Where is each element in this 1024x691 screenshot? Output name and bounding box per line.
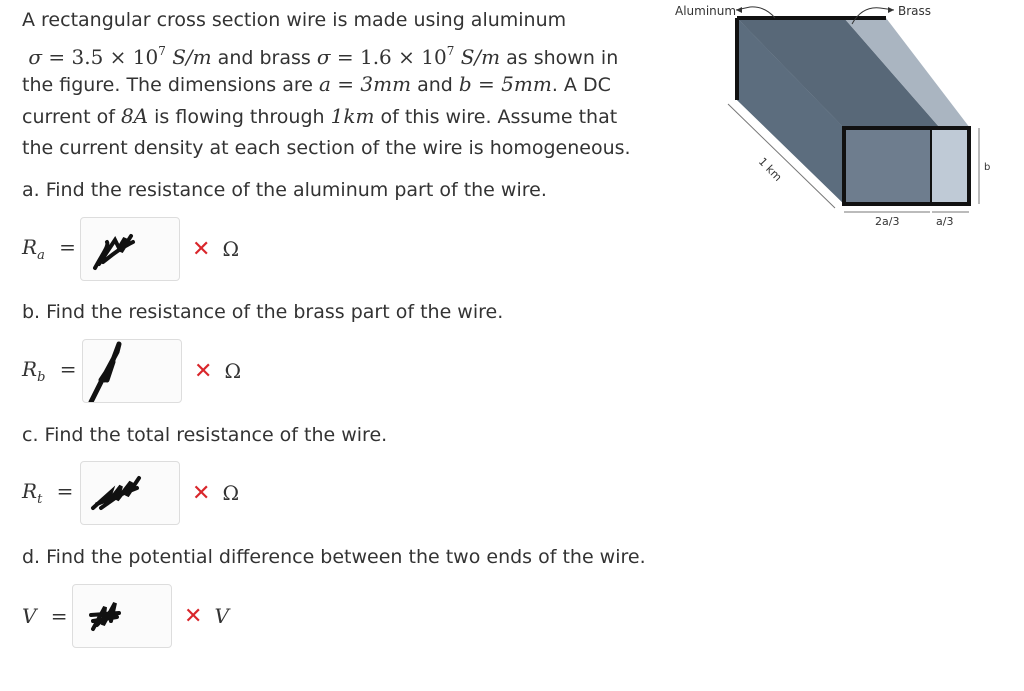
- unit-b: Ω: [224, 359, 242, 383]
- length-label: 1 km: [755, 155, 785, 184]
- question-c: c. Find the total resistance of the wire.: [22, 424, 388, 446]
- answer-input-d[interactable]: [72, 584, 172, 648]
- height-label: b: [984, 162, 991, 173]
- incorrect-icon-b: ✕: [194, 358, 213, 384]
- aluminum-front-face: [844, 128, 931, 204]
- answer-row-a: [22, 216, 239, 282]
- question-a: a. Find the resistance of the aluminum part of the wire.: [22, 179, 547, 201]
- var-label-d: V =: [22, 604, 68, 628]
- question-d: d. Find the potential difference between the two ends of the wire.: [22, 546, 646, 568]
- var-label-c: $R_t$ =: [22, 479, 74, 507]
- answer-input-a[interactable]: [80, 217, 180, 281]
- incorrect-icon-c: ✕: [192, 480, 211, 506]
- problem-line-2: $\sigma = 3.5 \times 10^7$ S/m and brass $\sigma = 1.6 \times 10^7$ S/m as shown in: [22, 44, 619, 69]
- wire-figure: [670, 0, 1000, 240]
- answer-row-c: [22, 460, 239, 526]
- problem-line-3: the figure. The dimensions are a = 3mm and b = 5mm. A DC: [22, 72, 611, 96]
- problem-line-4: current of 8A is flowing through 1km of this wire. Assume that: [22, 104, 618, 128]
- var-label-b: $R_b$ =: [22, 357, 77, 385]
- brass-front-face: [931, 128, 969, 204]
- aluminum-conductivity: $\sigma = 3.5 \times 10^7$ S/m: [22, 44, 212, 69]
- brass-conductivity: $\sigma = 1.6 \times 10^7$ S/m: [316, 44, 501, 69]
- problem-line-1: A rectangular cross section wire is made using aluminum: [22, 9, 567, 31]
- unit-a: Ω: [222, 237, 240, 261]
- width-2a3-label: 2a/3: [875, 215, 900, 228]
- unit-d: V: [214, 604, 229, 628]
- incorrect-icon-a: ✕: [192, 236, 211, 262]
- aluminum-label: Aluminum: [675, 4, 737, 18]
- brass-label: Brass: [898, 4, 932, 18]
- unit-c: Ω: [222, 481, 240, 505]
- answer-row-b: [22, 338, 241, 404]
- problem-line-5: the current density at each section of the wire is homogeneous.: [22, 137, 631, 159]
- incorrect-icon-d: ✕: [184, 603, 203, 629]
- answer-row-d: [22, 583, 229, 649]
- width-a3-label: a/3: [936, 215, 954, 228]
- answer-input-b[interactable]: [82, 339, 182, 403]
- question-b: b. Find the resistance of the brass part of the wire.: [22, 301, 504, 323]
- answer-input-c[interactable]: [80, 461, 180, 525]
- var-label-a: $R_a$ =: [22, 235, 76, 263]
